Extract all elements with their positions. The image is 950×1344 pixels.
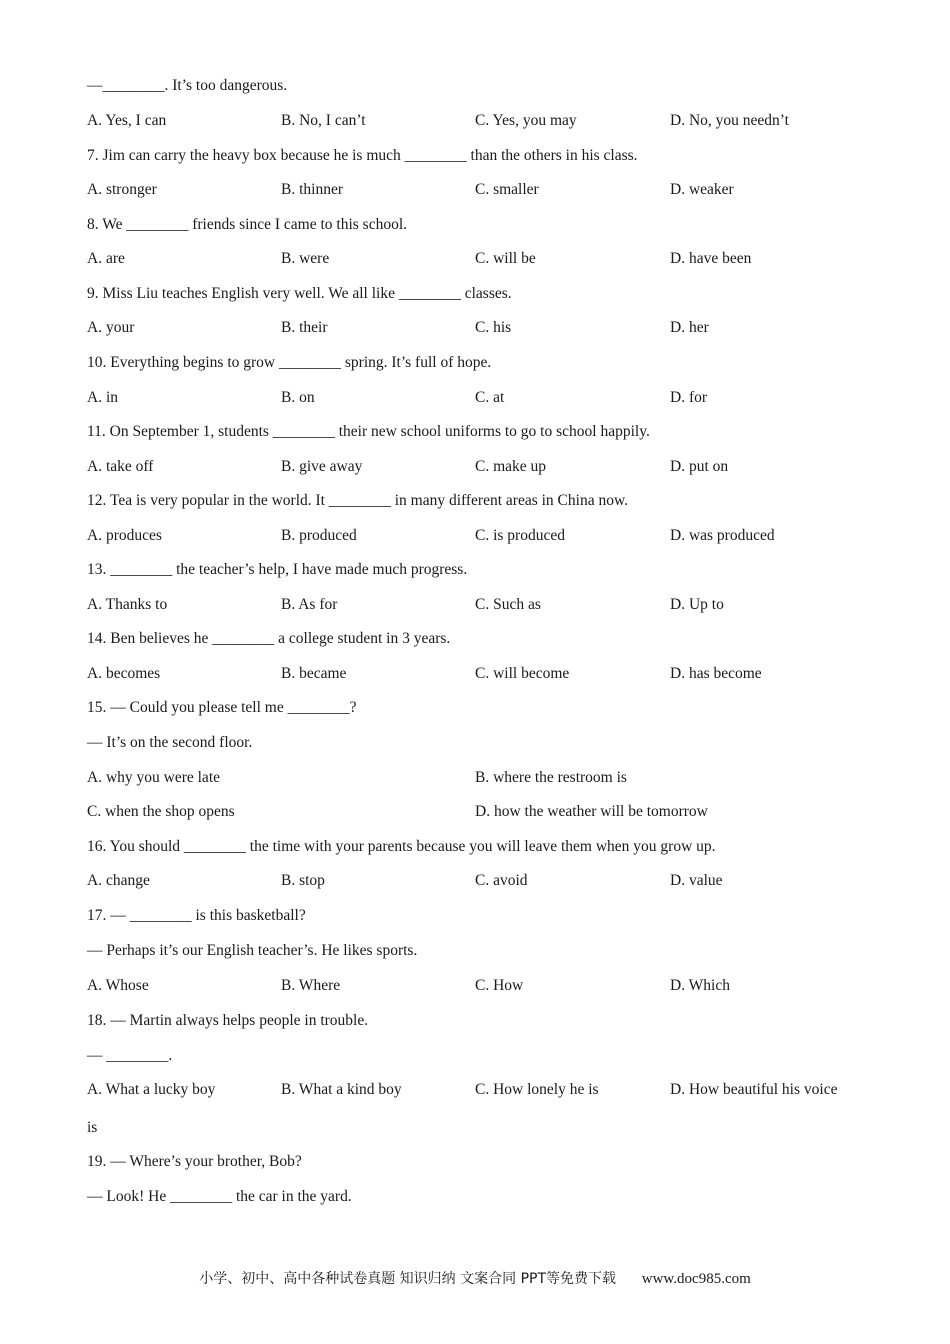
q8-option-b: B. were <box>281 250 330 267</box>
q7-option-a: A. stronger <box>87 181 157 198</box>
q18-option-d-wrap: is <box>87 1119 98 1136</box>
q9-option-b: B. their <box>281 319 328 336</box>
q9-option-a: A. your <box>87 319 135 336</box>
question-18-reply: — ________. <box>87 1047 173 1064</box>
question-17: 17. — ________ is this basketball? <box>87 907 306 924</box>
q17-option-d: D. Which <box>670 977 730 994</box>
q15-option-d: D. how the weather will be tomorrow <box>475 803 708 820</box>
q11-option-b: B. give away <box>281 458 363 475</box>
q7-option-c: C. smaller <box>475 181 539 198</box>
q15-option-a: A. why you were late <box>87 769 220 786</box>
question-16: 16. You should ________ the time with your parents because you will leave them when you grow up. <box>87 838 716 855</box>
q12-option-b: B. produced <box>281 527 357 544</box>
question-19-reply: — Look! He ________ the car in the yard. <box>87 1188 352 1205</box>
q16-option-b: B. stop <box>281 872 325 889</box>
question-13: 13. ________ the teacher’s help, I have made much progress. <box>87 561 468 578</box>
q14-option-c: C. will become <box>475 665 570 682</box>
question-7: 7. Jim can carry the heavy box because he is much ________ than the others in his class. <box>87 147 638 164</box>
q12-option-d: D. was produced <box>670 527 775 544</box>
q17-option-b: B. Where <box>281 977 341 994</box>
q18-option-d: D. How beautiful his voice <box>670 1081 838 1098</box>
q14-option-b: B. became <box>281 665 347 682</box>
q7-option-b: B. thinner <box>281 181 343 198</box>
q11-option-a: A. take off <box>87 458 154 475</box>
q6-option-d: D. No, you needn’t <box>670 112 789 129</box>
q13-option-c: C. Such as <box>475 596 541 613</box>
q15-option-c: C. when the shop opens <box>87 803 235 820</box>
question-11: 11. On September 1, students ________ their new school uniforms to go to school happily. <box>87 423 650 440</box>
question-14: 14. Ben believes he ________ a college student in 3 years. <box>87 630 451 647</box>
question-9: 9. Miss Liu teaches English very well. We all like ________ classes. <box>87 285 512 302</box>
q9-option-d: D. her <box>670 319 709 336</box>
q13-option-d: D. Up to <box>670 596 724 613</box>
q6-option-a: A. Yes, I can <box>87 112 167 129</box>
question-18: 18. — Martin always helps people in trouble. <box>87 1012 369 1029</box>
q11-option-c: C. make up <box>475 458 547 475</box>
q6-option-b: B. No, I can’t <box>281 112 366 129</box>
question-17-reply: — Perhaps it’s our English teacher’s. He likes sports. <box>87 942 418 959</box>
q10-option-a: A. in <box>87 389 118 406</box>
q14-option-d: D. has become <box>670 665 762 682</box>
q10-option-c: C. at <box>475 389 505 406</box>
q8-option-d: D. have been <box>670 250 752 267</box>
q12-option-c: C. is produced <box>475 527 565 544</box>
question-8: 8. We ________ friends since I came to this school. <box>87 216 408 233</box>
question-15: 15. — Could you please tell me ________? <box>87 699 357 716</box>
q9-option-c: C. his <box>475 319 512 336</box>
q10-option-b: B. on <box>281 389 315 406</box>
page-footer <box>0 1269 950 1289</box>
question-15-reply: — It’s on the second floor. <box>87 734 253 751</box>
q12-option-a: A. produces <box>87 527 162 544</box>
q13-option-a: A. Thanks to <box>87 596 168 613</box>
q8-option-a: A. are <box>87 250 125 267</box>
footer-url[interactable]: www.doc985.com <box>641 1271 751 1287</box>
question-12: 12. Tea is very popular in the world. It ________ in many different areas in China now. <box>87 492 629 509</box>
q16-option-d: D. value <box>670 872 723 889</box>
q13-option-b: B. As for <box>281 596 338 613</box>
q17-option-a: A. Whose <box>87 977 149 994</box>
q14-option-a: A. becomes <box>87 665 161 682</box>
q18-option-c: C. How lonely he is <box>475 1081 599 1098</box>
footer-text: 小学、初中、高中各种试卷真题 知识归纳 文案合同 PPT等免费下载 <box>199 1271 617 1287</box>
q8-option-c: C. will be <box>475 250 536 267</box>
q11-option-d: D. put on <box>670 458 729 475</box>
q10-option-d: D. for <box>670 389 708 406</box>
q17-option-c: C. How <box>475 977 524 994</box>
q18-option-a: A. What a lucky boy <box>87 1081 216 1098</box>
question-10: 10. Everything begins to grow ________ spring. It’s full of hope. <box>87 354 492 371</box>
question-19: 19. — Where’s your brother, Bob? <box>87 1153 302 1170</box>
q16-option-a: A. change <box>87 872 150 889</box>
q6-option-c: C. Yes, you may <box>475 112 577 129</box>
q16-option-c: C. avoid <box>475 872 528 889</box>
q15-option-b: B. where the restroom is <box>475 769 627 786</box>
q18-option-b: B. What a kind boy <box>281 1081 402 1098</box>
q7-option-d: D. weaker <box>670 181 734 198</box>
question-6-tail: —________. It’s too dangerous. <box>87 77 288 94</box>
